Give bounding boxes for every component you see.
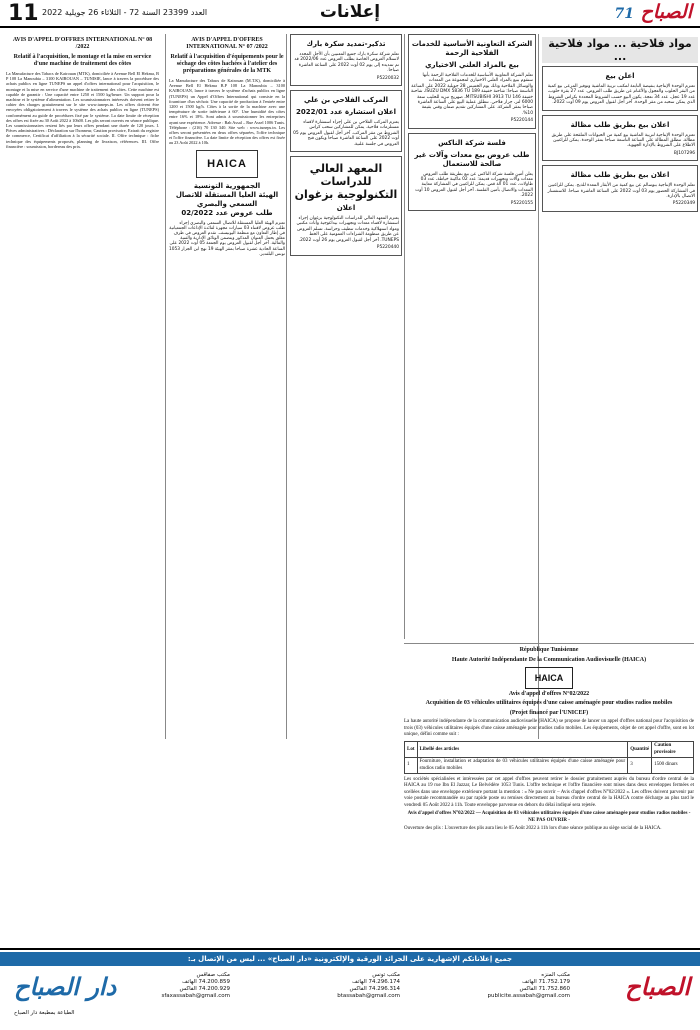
table-cell: 1500 dinars (652, 758, 694, 774)
footer-office-menzah: مكتب المنزه 71.752.179 الهاتف 71.752.860 الفاكس publicite.assabah@gmail.com (487, 972, 570, 999)
ad-ref: P5220155 (510, 200, 533, 206)
arabic-column-c (286, 34, 402, 739)
table-header: Quantité (628, 742, 652, 758)
table-cell: Fourniture, installation et adaptation de 03 véhicules utilitaires équipés d'une caisse aménagée pour studios radio mobiles (417, 758, 628, 774)
tender-title: Avis d'appel d'offres N°02/2022 (508, 691, 590, 697)
brand-logo (615, 1, 692, 23)
agri-section-title: مواد فلاحية ... مواد فلاحية ... (542, 37, 698, 63)
ad-iset-zaghouan (290, 156, 402, 255)
arabic-column-d (404, 34, 536, 639)
do-not-open-label: Avis d'appel d'offres N°02/2022 — Acquisition de 03 véhicules utilitaires équipés d'une caisse aménagée pour studios radios mobiles - NE PAS OUVRIR - (407, 811, 691, 823)
ad-title: المعهد العالي للدراسات التكنولوجية بزغوان (294, 162, 398, 202)
ad-title: الشركة التعاونية الأساسية للخدمات الفلاحية الرحمة (411, 40, 533, 57)
page-header (0, 0, 700, 28)
ad-agri-1 (542, 66, 698, 111)
ad-title: المركب الفلاحي بن علي (303, 96, 389, 105)
haica-arabic-title: الجمهورية التونسية الهيئة العليا المستقلة للاتصال السمعي والبصري طلب عروض عدد 02/2022 (175, 181, 279, 217)
tender-body: La Manufacture des Tabacs de Kairouan (MTK), domiciliée à Avenue Bell El Hekma, B P 108 La Manoubia – 3100 KAIROUAN – TUNISIE, lance à travers la procédure des achats publics en ligne TUNEPS un appel d'offres international pour l'acquisition, le montage et la mise en service d'une machine de traitement des côtes. Cette machine est capable de garantir : Une capacité entre 1250 et 1500 kg/heure. Un support pour la machine et le système d'alimentation. Les soumissionnaires intéressés doivent retirer le cahier des charges gratuitement sur le site www.tuneps.tn. Les offres doivent être envoyées obligatoirement à travers le système des achats publics en ligne (TUNEPS) conformément au guide de procédures fixé par le système. La date limite de réception des offres est fixée au 30 Août 2022 à 10h00. Les plis seront ouverts en séance publique. Les soumissionnaires restent liés par leurs offres pendant une durée de 120 jours. I. Pièces administratives : Déclaration sur l'honneur, Caution provisoire, Extrait du registre de commerce, Certificat d'affiliation à la sécurité sociale. II. Offre technique : fiche technique des équipements proposés, planning de livraison, références. III. Offre financière : soumission, bordereau des prix. (6, 71, 159, 149)
ad-body: تعتزم الوحدة الإنتاجية لتربية الماشية بيع كمية من الحيوانات الملقحة على طريق مظالة. تنطلق المظالة على الساعة التاسعة صباحا بمقر الوحدة. يمكن للراغبين الاطلاع على الشروط بالإدارة الجهوية. (551, 132, 695, 149)
ad-body: يعتزم المعهد العالي للدراسات التكنولوجية بزغوان إجراء استشارة لاقتناء معدات وتجهيزات بيداغوجية وأثاث مكتبي ومواد استهلاكية وخدمات تنظيف وحراسة. تسلم العروض عن طريق منظومة الشراءات العمومية على الخط TUNEPS. آخر أجل لقبول العروض يوم 26 أوت 2022. (296, 216, 399, 243)
ad-title: اعلن بيع (605, 72, 635, 80)
ad-body: تعتزم الوحدة الإنتاجية بنفيضة التابعة لمكتب تربية الماشية وتوفير المرعى بيع كمية من البقر الحلوب والعجول والأغنام عن طريق طلب العروض. عدد 27 بقرة حلوب، عدد 19 عجل، عدد 34 نعجة. يكون البيع حسب الشروط المحددة بكراس الشروط الذي يمكن سحبه من مقر الوحدة. آخر أجل لقبول العروض يوم 09 أوت 2022. (547, 84, 695, 106)
issue-line: العدد 23399 السنة 72 - الثلاثاء 26 جويلية 2022 (42, 8, 208, 17)
tender-subtitle: Relatif à l'acquisition, le montage et la mise en service d'une machine de traitement des côtes (13, 54, 152, 67)
table-header: Lot (405, 742, 418, 758)
ad-title: تذكير-تمديد سكرة بارك (306, 40, 386, 48)
ad-subtitle: اعلان استشارة عدد 2022/01 (295, 108, 397, 117)
republic-label: République Tunisienne (519, 647, 579, 653)
footer-brand-right: الصباح (625, 972, 690, 1001)
tender-body: La Manufacture des Tabacs de Kairouan (M.T.K), domiciliée à Avenue Bell El Hekma B.P 108 La Manoubia – 3100 KAIROUAN, lance à travers le système d'achats publics en ligne (TUNEPS) un Appel d'Offres International qui consiste en la fourniture d'un séchoir. Une capacité de production à l'entrée entre 1200 et 1500 kg/h. Côtes à la sortie de la machine avec une température de sortie inférieure à 60°. Une humidité des côtes entre 16% et 18%. Sont admis à soumissionner les entreprises ayant une expérience. Adresse : Bab Assal – Rue Assel 1006 Tunis. Téléphone : (216) 70 130 340. Site web : www.tuneps.tn. Les offres seront présentées en deux offres séparées, l'offre technique et l'offre financière. La date limite de réception des offres est fixée au 23 Août 2022 à 10h. (169, 78, 285, 146)
ad-cooperative-rahma (408, 34, 536, 129)
tender-column-mtk-08 (6, 34, 159, 939)
tender-title: AVIS D'APPEL D'OFFRES INTERNATIONAL N° 08 /2022 (12, 37, 153, 50)
ad-body: تعلم شركة سكرة بارك جميع المعنيين بأن الأجل المحدد لاستلام العروض الخاصة بطلب العروض عدد 2022/06 قد تم تمديده إلى يوم 02 أوت 2022 على الساعة العاشرة صباحا. (294, 52, 399, 74)
ad-ben-ali (290, 90, 402, 152)
footer-office-tunis: مكتب تونس 74.296.174 الهاتف 74.296.314 الفاكس btassabah@gmail.com (337, 972, 400, 999)
haica-arabic-notice (169, 182, 285, 257)
authority-label: Haute Autorité Indépendante De la Communication Audiovisuelle (HAICA) (451, 657, 647, 663)
haica-tender (404, 643, 694, 944)
table-header: Caution provisoire (652, 742, 694, 758)
footer-brand-left: دار الصباح (14, 972, 117, 1001)
table-header-row (405, 742, 694, 758)
ad-title: اعلان بيع بطريق طلب مظالة (570, 171, 670, 180)
tender-subtitle: Acquisition de 03 véhicules utilitaires équipés d'une caisse aménagée pour studios radios mobiles (425, 700, 673, 707)
table-row (405, 758, 694, 774)
haica-logo: HAICA (525, 667, 573, 689)
table-header: Libellé des articles (417, 742, 628, 758)
haica-logo: HAICA (196, 150, 258, 178)
haica-arabic-body: تعتزم الهيئة العليا المستقلة للاتصال السمعي والبصري إجراء طلب عروض لاقتناء 03 سيارات مجهزة لفائدة الإذاعات الجمعياتية في إطار التعاون مع منظمة اليونيسف. تقدم العروض في ظرف مغلق يحمل العنوان المذكور ويتضمن الوثائق الإدارية والفنية والمالية. آخر أجل لقبول العروض يوم الجمعة 05 أوت 2022 على الساعة الحادية عشرة صباحا بمقر الهيئة 19 نهج ابن الجزار 1053 تونس البلفدير. (169, 220, 285, 257)
ad-ref: P5220032 (376, 75, 399, 81)
ad-sokra-park (290, 34, 402, 86)
lot-table (404, 741, 694, 774)
ad-ref: P5220144 (510, 118, 533, 124)
ad-agri-3 (542, 165, 698, 212)
tender-column-mtk-07 (165, 34, 285, 739)
ad-title: فلسة شركة الناكس (438, 138, 506, 147)
table-cell: 3 (628, 758, 652, 774)
ad-ref: P5220440 (376, 245, 399, 251)
ad-agri-2 (542, 115, 698, 162)
brand-badge: 71 (614, 6, 635, 22)
ad-ref: P5220349 (672, 201, 695, 207)
footer-office-sfax: مكتب صفاقس 74.200.859 الهاتف 74.200.929 الفاكس sfaxassabah@gmail.com (161, 972, 230, 999)
ad-title: اعلان بيع بطريق طلب مظالة (570, 120, 670, 129)
brand-name: الصباح (640, 1, 692, 23)
ad-ref: BJ107296 (673, 150, 695, 156)
table-cell: 1 (405, 758, 418, 774)
ad-body: تعلم الشركة التعاونية الأساسية للخدمات الفلاحية الرحمة بأنها ستقوم ببيع بالمزاد العلني الاختياري لمجموعة من المعدات والوسائل الفلاحية وذلك يوم الخميس 28 جويلية 2022 على الساعة التاسعة صباحا: شاحنة خفيفة ISUZU DMX 5836 TU 189، شاحنة خفيفة MITSUBISHI 3913 TU 146، صهريج تبريد للحليب سعة 6000 لتر، جرار فلاحي. تنطلق عملية البيع على الساعة العاشرة صباحا بمقر الشركة. على المشاركين تقديم ضمان وقتي بقيمة 10%. (410, 73, 533, 116)
opening-label: Ouverture des plis : L'ouverture des plis aura lieu le 05 Août 2022 à 11h lors d'une séance publique au siège social de la HAICA. (404, 825, 662, 831)
tender-project: (Projet financé par l'UNICEF) (509, 709, 589, 716)
tender-title: AVIS D'APPEL D'OFFRES INTERNATIONAL N° 07 /2022 (186, 37, 268, 50)
ad-alnax (408, 133, 536, 211)
ad-subtitle: اعلان (336, 204, 356, 213)
ad-subtitle: بيع بالمزاد العلني الاختياري (425, 61, 519, 69)
tender-subtitle: Relatif à l'acquisition d'équipements pour le séchage des côtes hachées à l'atelier des préparations générales de la MTK (170, 54, 284, 74)
section-title: إعلانات (319, 2, 381, 22)
footer-tagline: الطباعة بمطبعة دار الصباح (14, 1010, 75, 1016)
ad-body: يعتزم المركب الفلاحي بن علي إجراء استشارة لاقتناء مستلزمات فلاحية. يمكن للمشاركين سحب كراس الشروط من مقر المركب. آخر أجل لقبول العروض يوم 05 أوت 2022 على الساعة العاشرة صباحا ويكون فتح العروض في جلسة علنية. (293, 120, 399, 147)
footer (0, 948, 700, 1030)
ad-body: تعلم الوحدة الإنتاجية ببوسالم عن بيع كمية من الأبقار المعدة للذبح. يمكن للراغبين في المشاركة الحضور يوم 03 أوت 2022 على الساعة العاشرة صباحا. للاستفسار الاتصال بالإدارة. (547, 183, 695, 200)
ad-body: يعلن أمين فلسة شركة الناكس عن بيع بطريقة طلب العروض معدات وآلات وتجهيزات قديمة: عدد 02 ماكينة خياطة، عدد 03 طاولات، عدد 01 آلة قص. يمكن للراغبين في المشاركة معاينة المعدات والاتصال بأمين الفلسة. آخر أجل لقبول العروض 10 أوت 2022. (415, 171, 533, 199)
ad-subtitle: طلب عروض بيع معدات وآلات غير صالحة للاستعمال (414, 150, 530, 168)
page-number: 11 (8, 1, 39, 26)
tender-intro: La haute autorité indépendante de la communication audiovisuelle (HAICA) se propose de lancer un appel d'offres national pour l'acquisition de trois (03) véhicules utilitaires équipés d'une caisse aménagée pour studios radio mobiles. Les équipements, objet de cet appel d'offre, sont en lot unique, défini comme suit : (404, 719, 694, 738)
agri-column (538, 34, 698, 739)
footer-banner: جميع إعلاناتكم الإشهارية على الجرائد الورقية والإلكترونية «دار الصباح» ... ليس من الإتصال بـ: (0, 952, 700, 966)
tender-body: Les sociétés spécialisées et intéressées par cet appel d'offres peuvent retirer le dossier gratuitement auprès du bureau d'ordre central de la HAICA au 19 rue Ibn El Jazzar, Le Belvédère 1053 Tunis. L'offre technique et l'offre financière sont mises dans deux enveloppes fermées et scellées dans une enveloppe extérieure portant la mention : « Ne pas ouvrir – Avis d'appel d'offres N°02/2022 ». Les offres doivent parvenir par voie postale recommandée ou par rapide poste ou remises directement au bureau d'ordre central de la HAICA contre décharge au plus tard le vendredi 05 Août 2022 à 11h. Toute enveloppe parvenue en dehors du délai indiqué sera rejetée. (404, 777, 694, 808)
